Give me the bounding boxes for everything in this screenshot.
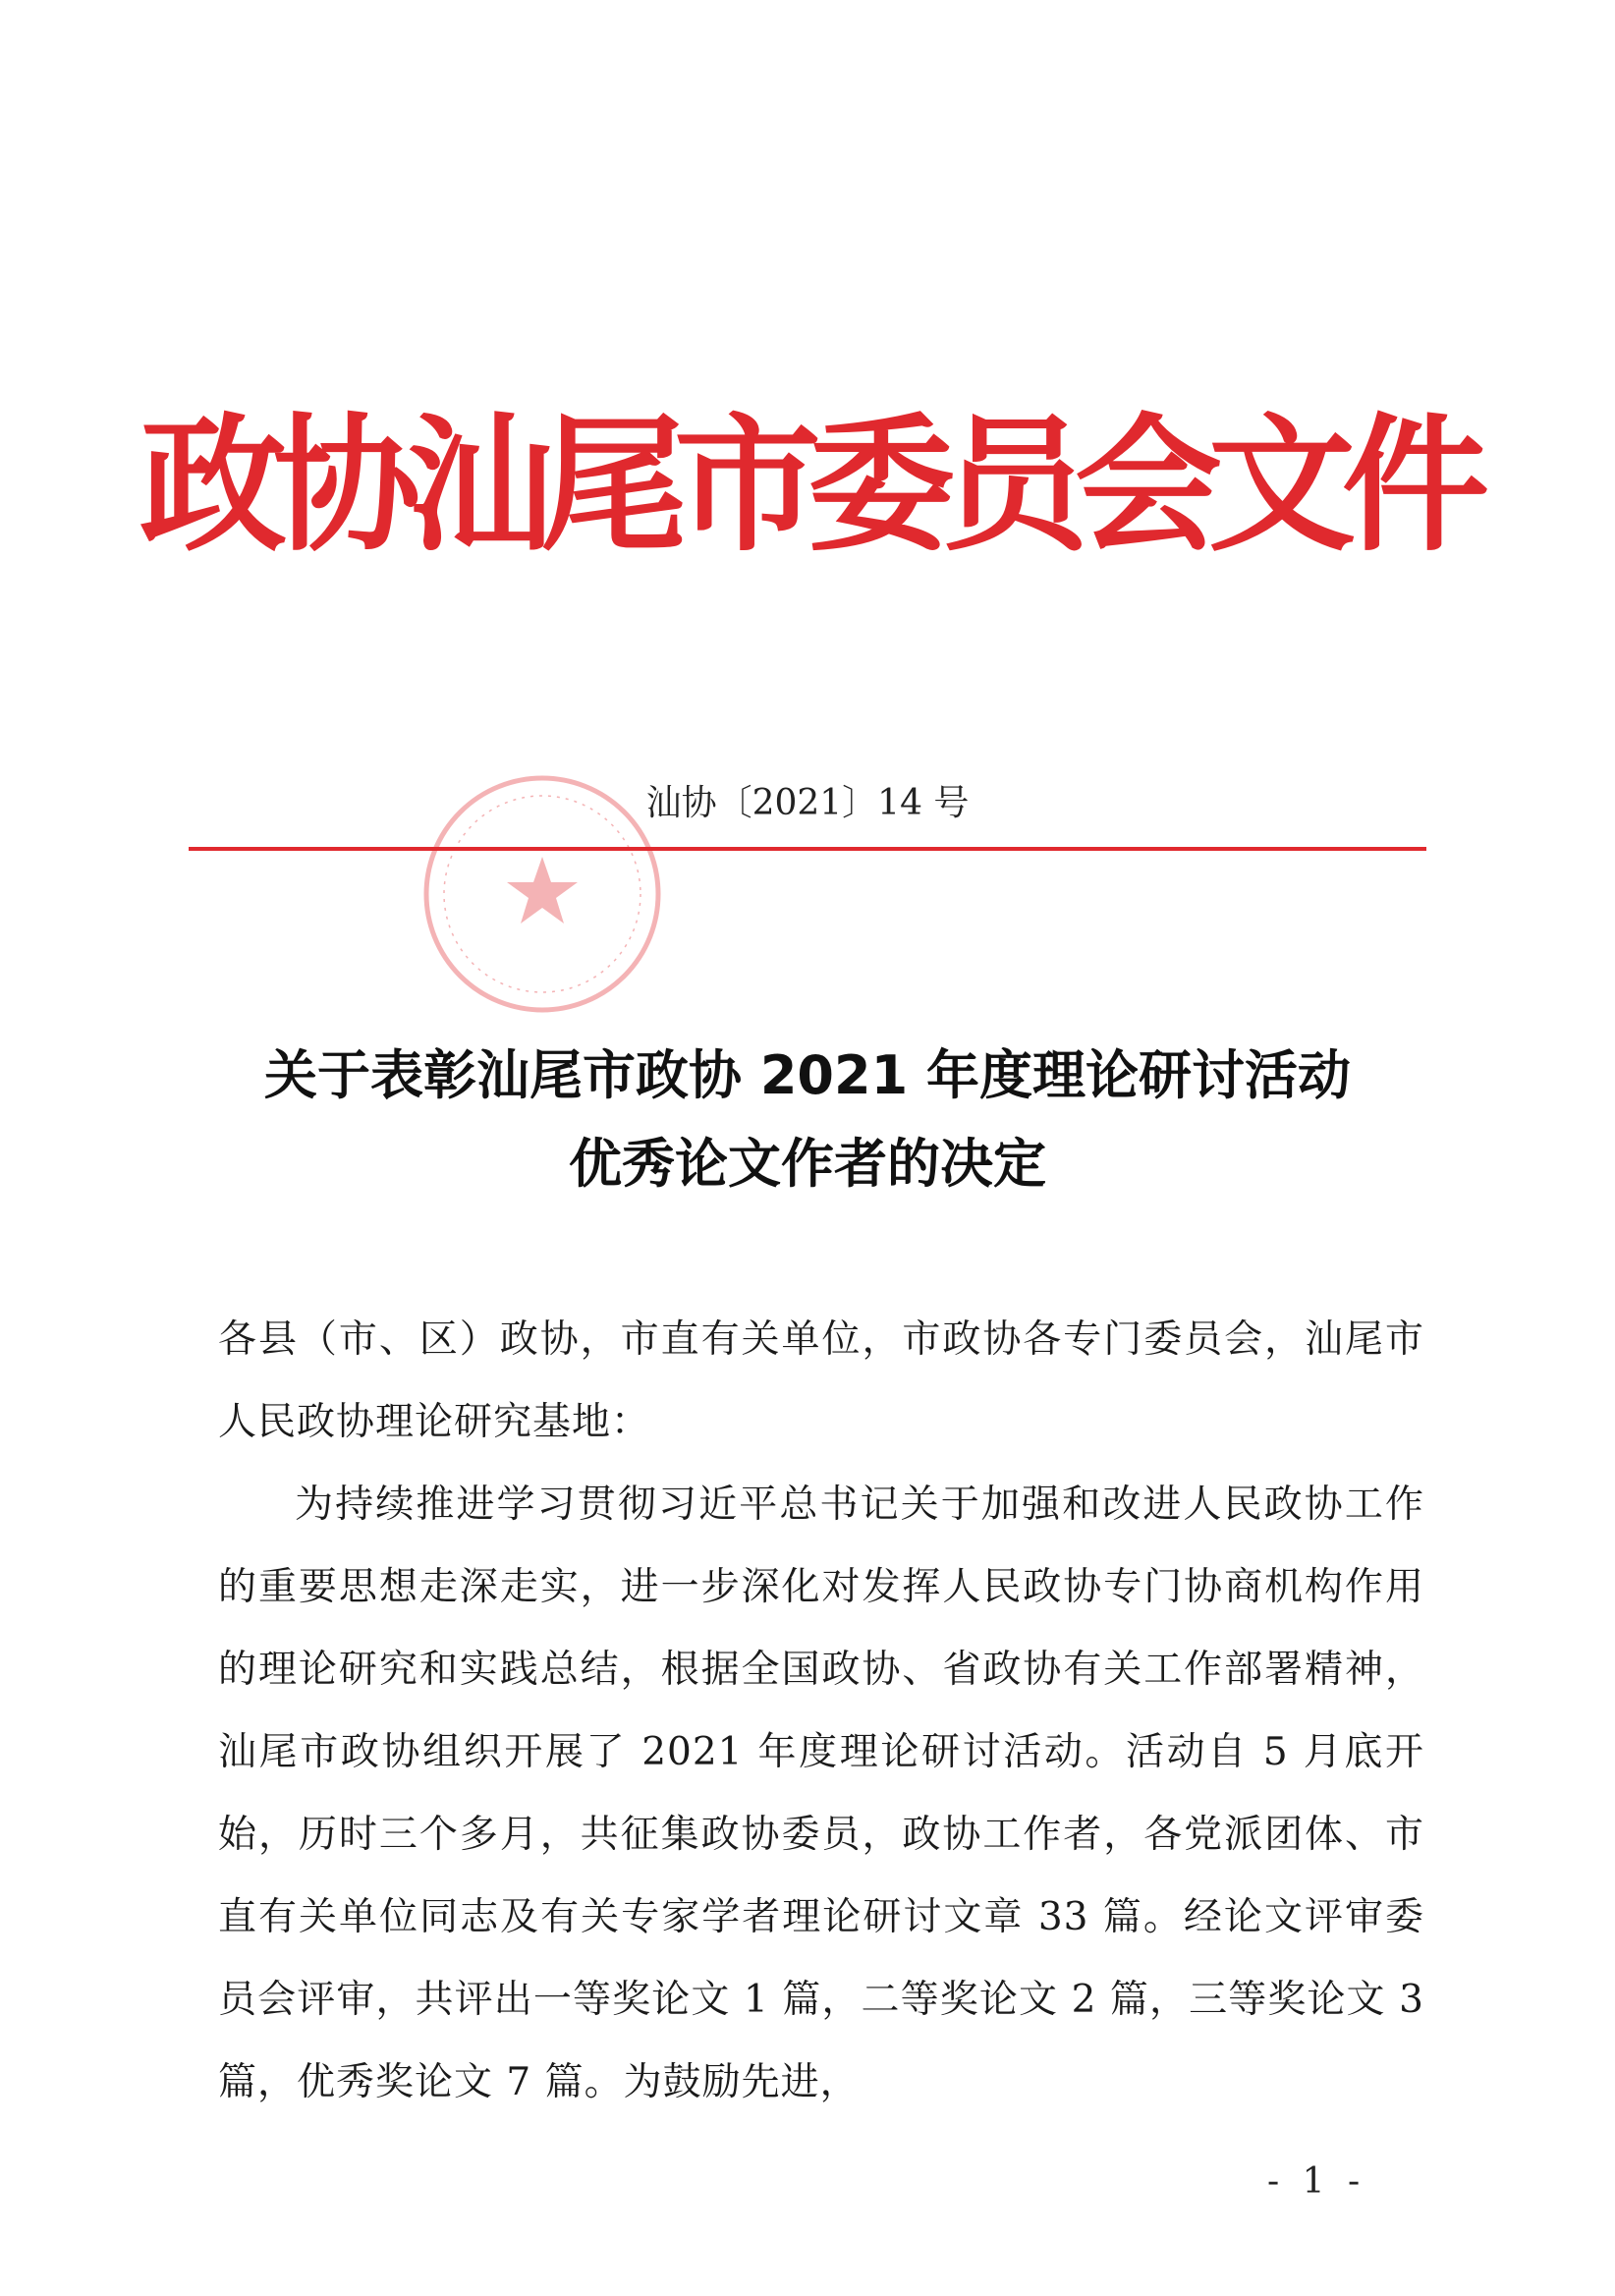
document-title	[0, 1032, 1615, 1208]
salutation: 各县（市、区）政协，市直有关单位，市政协各专门委员会，汕尾市人民政协理论研究基地：	[218, 1317, 1424, 1444]
document-number: 汕协〔2021〕14 号	[645, 783, 970, 823]
masthead-title: 政协汕尾市委员会文件	[139, 401, 1476, 572]
document-body	[218, 1299, 1424, 2124]
official-seal-stamp	[365, 747, 719, 1041]
title-line-2: 优秀论文作者的决定	[569, 1133, 1046, 1195]
title-line-1: 关于表彰汕尾市政协 2021 年度理论研讨活动	[264, 1044, 1351, 1106]
page-number: - 1 -	[1267, 2161, 1366, 2202]
paragraph-1: 为持续推进学习贯彻习近平总书记关于加强和改进人民政协工作的重要思想走深走实，进一步深化对发挥人民政协专门协商机构作用的理论研究和实践总结，根据全国政协、省政协有关工作部署精神，汕尾市政协组织开展了 2021 年度理论研讨活动。活动自 5 月底开始，历时三个多月，共征集政协委员，政协工作者，各党派团体、市直有关单位同志及有关专家学者理论研讨文章 33 篇。经论文评审委员会评审，共评出一等奖论文 1 篇，二等奖论文 2 篇，三等奖论文 3 篇，优秀奖论文 7 篇。为鼓励先进，	[218, 1483, 1424, 2104]
